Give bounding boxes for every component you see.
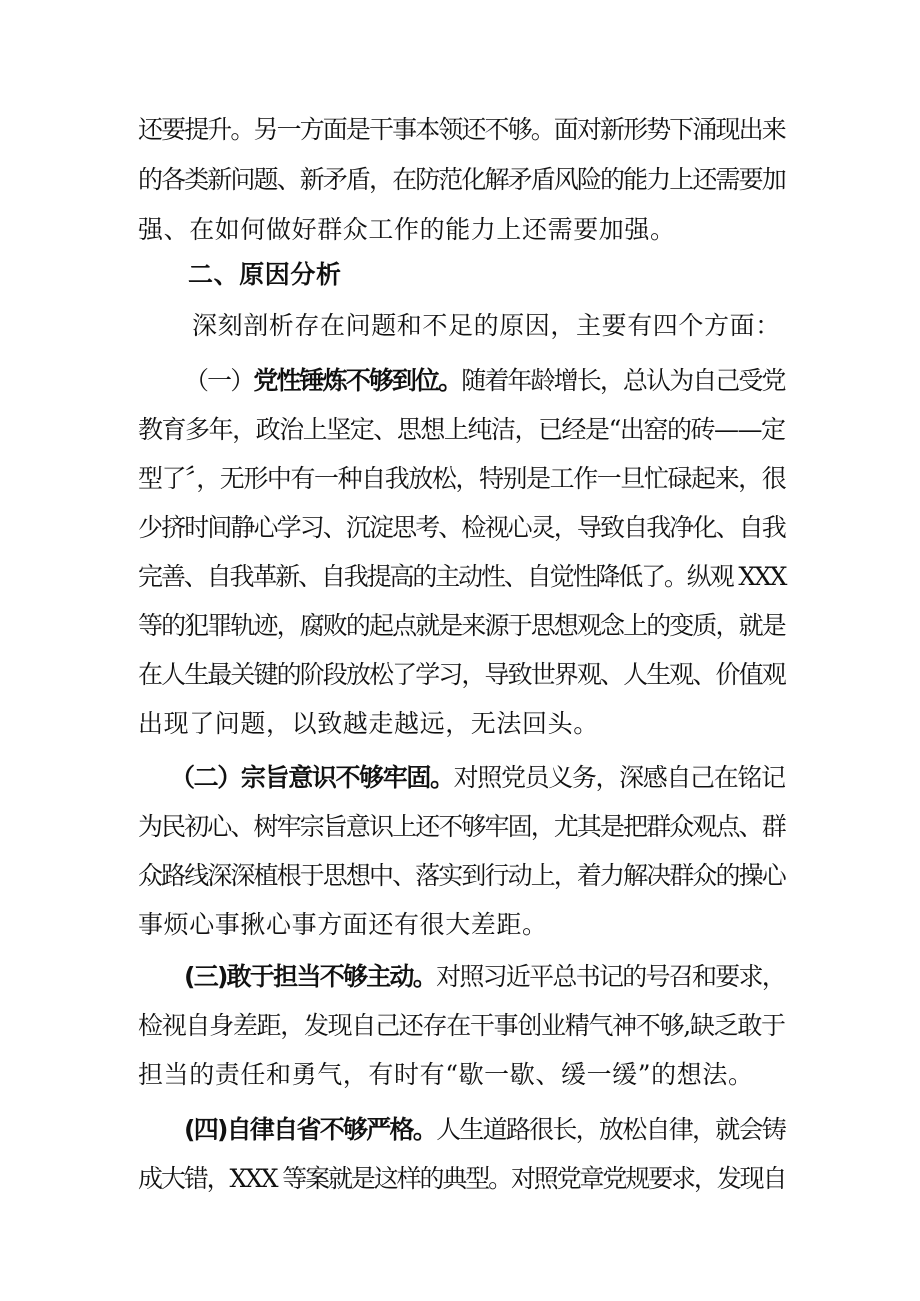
paragraph-line: 为民初心、树牢宗旨意识上还不够牢固，尤其是把群众观点、群 — [138, 812, 785, 841]
paragraph-line: 检视自身差距，发现自己还存在干事创业精气神不够,缺乏敢于 — [138, 1011, 785, 1040]
paragraph-line: 等的犯罪轨迹，腐败的起点就是来源于思想观念上的变质，就是 — [138, 611, 785, 640]
item2-first-line-text: 对照党员义务，深感自己在铭记 — [453, 763, 785, 792]
item1-heading: 党性锤炼不够到位。 — [253, 366, 462, 395]
item1-first-line-text: 随着年龄增长，总认为自己受党 — [461, 366, 785, 395]
item4-first-line — [184, 1114, 785, 1146]
paragraph-line: 完善、自我革新、自我提高的主动性、自觉性降低了。纵观 XXX — [138, 562, 786, 591]
paragraph-line: 型了〞，无形中有一种自我放松，特别是工作一旦忙碌起来，很 — [138, 464, 786, 493]
paragraph-line: 的各类新问题、新矛盾，在防范化解矛盾风险的能力上还需要加 — [138, 165, 785, 194]
item2-heading: （二）宗旨意识不够牢固。 — [170, 763, 454, 792]
paragraph-line: 事烦心事揪心事方面还有很大差距。 — [138, 910, 548, 939]
item4-heading: (四)自律自省不够严格。 — [184, 1115, 437, 1144]
paragraph-line: 众路线深深植根于思想中、落实到行动上，着力解决群众的操心 — [138, 861, 785, 890]
item1-label: （一） — [184, 366, 254, 395]
paragraph-line: 还要提升。另一方面是干事本领还不够。面对新形势下涌现出来 — [138, 115, 785, 144]
item2-first-line — [170, 762, 785, 794]
item4-first-line-text: 人生道路很长，放松自律，就会铸 — [436, 1115, 786, 1144]
item3-first-line — [184, 961, 785, 993]
paragraph-line: 强、在如何做好群众工作的能力上还需要加强。 — [138, 215, 676, 244]
paragraph-line: 担当的责任和勇气，有时有“歇一歇、缓一缓”的想法。 — [138, 1060, 754, 1089]
paragraph-line: 教育多年，政治上坚定、思想上纯洁，已经是“出窑的砖——定 — [138, 415, 785, 444]
paragraph-line: 少挤时间静心学习、沉淀思考、检视心灵，导致自我净化、自我 — [138, 513, 785, 542]
item1-first-line — [184, 365, 785, 397]
item3-heading: (三)敢于担当不够主动。 — [184, 962, 437, 991]
section-intro: 深刻剖析存在问题和不足的原因，主要有四个方面： — [192, 311, 781, 340]
paragraph-line: 成大错，XXX 等案就是这样的典型。对照党章党规要求，发现自 — [138, 1164, 786, 1193]
section-heading: 二、原因分析 — [188, 260, 342, 289]
paragraph-line: 出现了问题，以致越走越远，无法回头。 — [138, 709, 599, 738]
item3-first-line-text: 对照习近平总书记的号召和要求， — [436, 962, 786, 991]
paragraph-line: 在人生最关键的阶段放松了学习，导致世界观、人生观、价值观 — [138, 660, 785, 689]
